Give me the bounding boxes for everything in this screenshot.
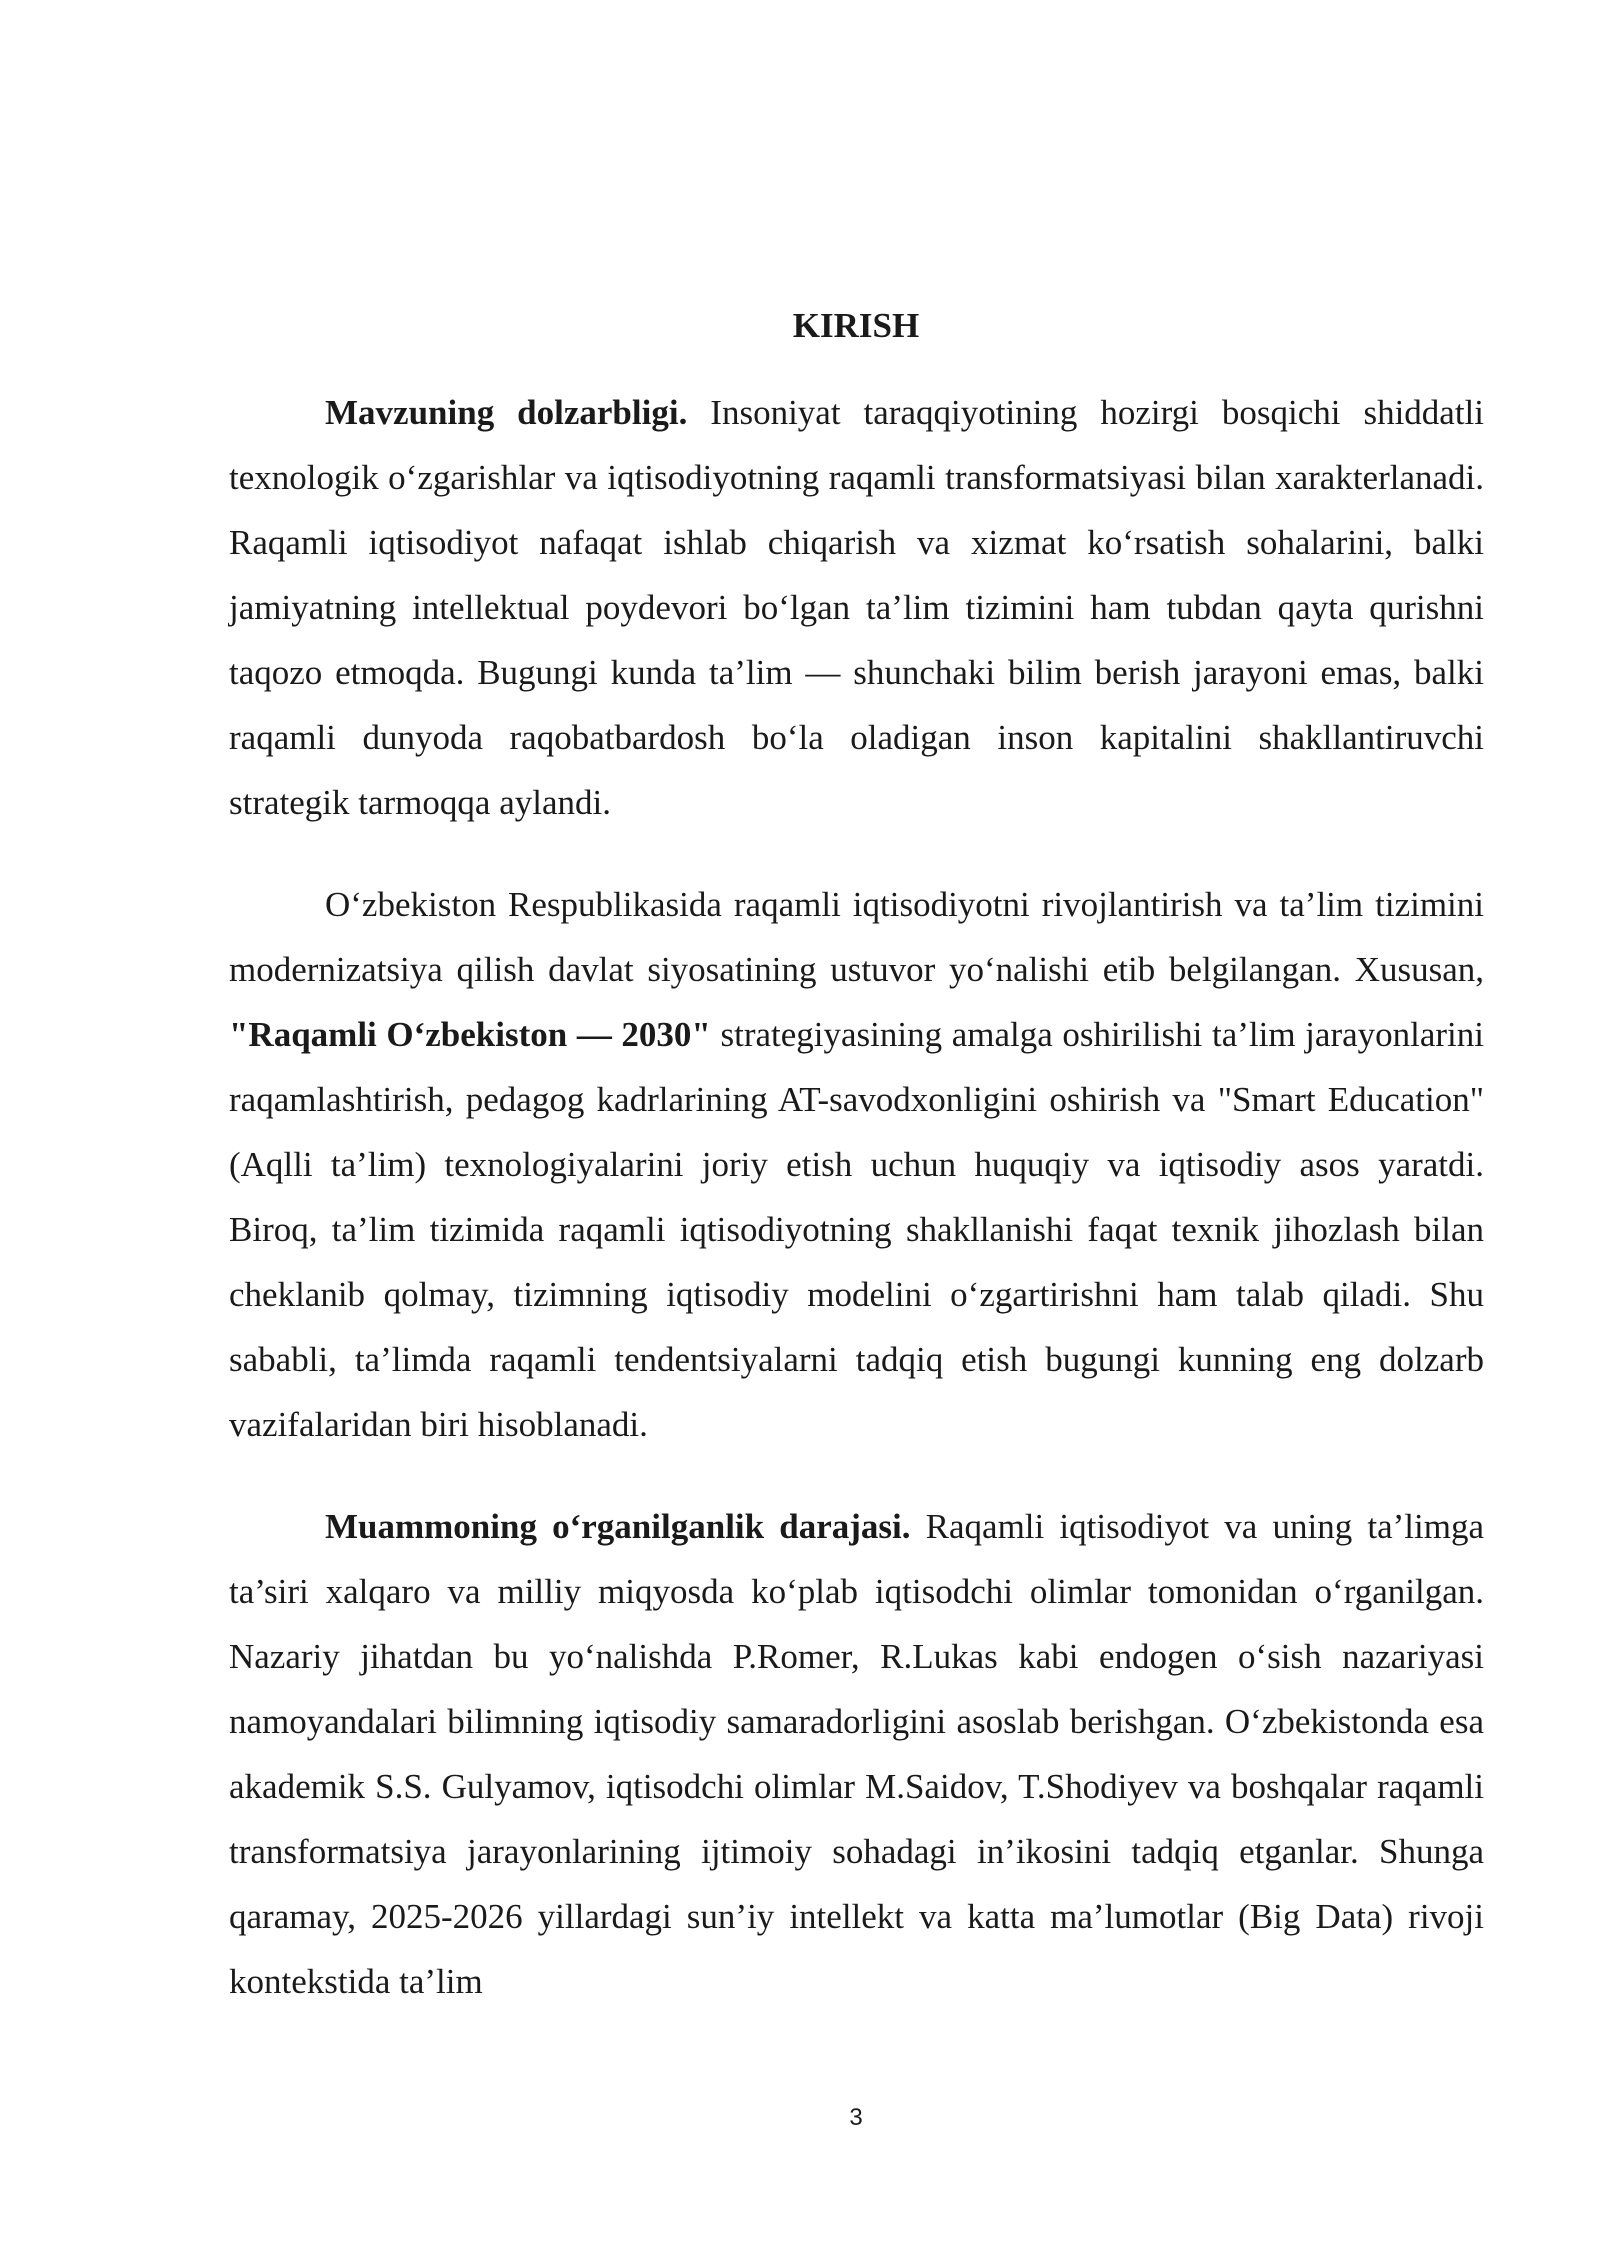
- paragraph-text: Insoniyat taraqqiyotining hozirgi bosqichi shiddatli texnologik o‘zgarishlar va iqtisodiyotning raqamli transformatsiyasi bilan xarakterlanadi. Raqamli iqtisodiyot nafaqat ishlab chiqarish va xizmat ko‘rsatish sohalarini, balki jamiyatning intellektual poydevori bo‘lgan ta’lim tizimini ham tubdan qayta qurishni taqozo etmoqda. Bugungi kunda ta’lim — shunchaki bilim berish jarayoni emas, balki raqamli dunyoda raqobatbardosh bo‘la oladigan inson kapitalini shakllantiruvchi strategik tarmoqqa aylandi.: [229, 393, 1485, 822]
- paragraph-lead: Muammoning o‘rganilganlik darajasi.: [325, 1507, 911, 1546]
- paragraph-digital-uzbekistan: [229, 872, 1484, 1457]
- paragraph-lead: Mavzuning dolzarbligi.: [325, 393, 688, 432]
- strategy-name: "Raqamli O‘zbekiston — 2030": [229, 1015, 711, 1054]
- paragraph-text: O‘zbekiston Respublikasida raqamli iqtisodiyotni rivojlantirish va ta’lim tizimini modernizatsiya qilish davlat siyosatining ustuvor yo‘nalishi etib belgilangan. Xususan,: [229, 885, 1484, 989]
- page-number: 3: [849, 2104, 863, 2131]
- paragraph-text: Raqamli iqtisodiyot va uning ta’limga ta’siri xalqaro va milliy miqyosda ko‘plab iqtisodchi olimlar tomonidan o‘rganilgan. Nazariy jihatdan bu yo‘nalishda P.Romer, R.Lukas kabi endogen o‘sish nazariyasi namoyandalari bilimning iqtisodiy samaradorligini asoslab berishgan. O‘zbekistonda esa akademik S.S. Gulyamov, iqtisodchi olimlar M.Saidov, T.Shodiyev va boshqalar raqamli transformatsiya jarayonlarining ijtimoiy sohadagi in’ikosini tadqiq etganlar. Shunga qaramay, 2025-2026 yillardagi sun’iy intellekt va katta ma’lumotlar (Big Data) rivoji kontekstida ta’lim: [229, 1507, 1484, 2001]
- body-text: [229, 380, 1484, 2014]
- section-heading: KIRISH: [792, 306, 920, 345]
- paragraph-relevance: [229, 380, 1484, 835]
- paragraph-text: strategiyasining amalga oshirilishi ta’lim jarayonlarini raqamlashtirish, pedagog kadrlarining AT-savodxonligini oshirish va "Smart Education" (Aqlli ta’lim) texnologiyalarini joriy etish uchun huquqiy va iqtisodiy asos yaratdi. Biroq, ta’lim tizimida raqamli iqtisodiyotning shakllanishi faqat texnik jihozlash bilan cheklanib qolmay, tizimning iqtisodiy modelini o‘zgartirishni ham talab qiladi. Shu sababli, ta’limda raqamli tendentsiyalarni tadqiq etish bugungi kunning eng dolzarb vazifalaridan biri hisoblanadi.: [229, 1015, 1484, 1444]
- paragraph-research-level: [229, 1494, 1484, 2014]
